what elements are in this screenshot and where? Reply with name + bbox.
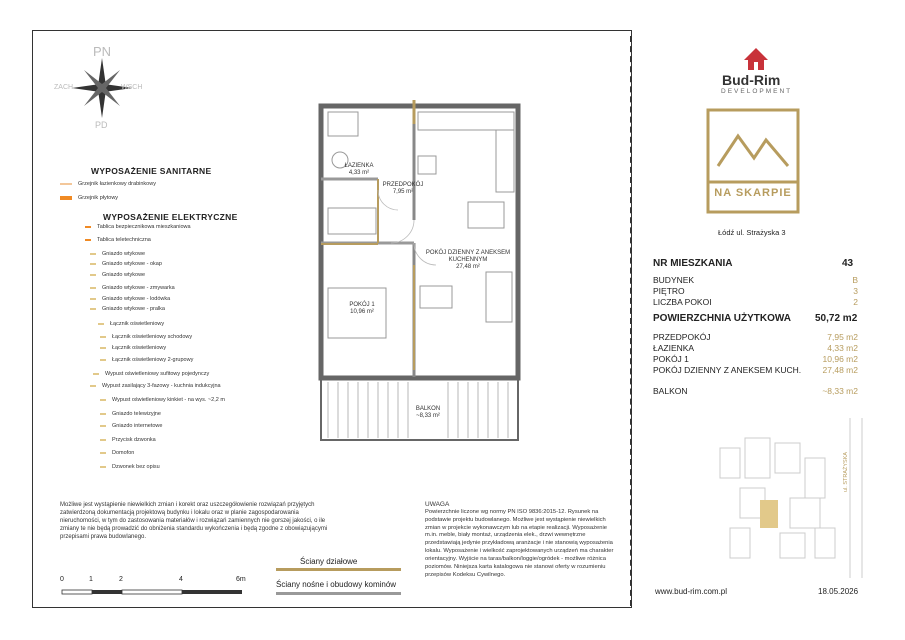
electric-legend-title: WYPOSAŻENIE ELEKTRYCZNE bbox=[103, 212, 238, 222]
scale-label: 2 bbox=[119, 576, 123, 583]
legend-item: Dzwonek bez opisu bbox=[100, 464, 160, 470]
scale-label: 4 bbox=[179, 576, 183, 583]
legend-item: Gniazdo internetowe bbox=[100, 423, 162, 429]
site-plan-building-highlight bbox=[760, 500, 778, 528]
brand-name: Bud-Rim bbox=[722, 72, 781, 88]
structural-walls-swatch bbox=[276, 592, 401, 595]
website-link[interactable]: www.bud-rim.com.pl bbox=[655, 587, 728, 596]
sanitary-legend-title: WYPOSAŻENIE SANITARNE bbox=[91, 166, 212, 176]
room-label-pokoj-dzienny: POKÓJ DZIENNY Z ANEKSEM KUCHENNYM 27,48 m² bbox=[425, 250, 511, 271]
legend-item: Tablica teletechniczna bbox=[85, 237, 151, 243]
date: 18.05.2026 bbox=[818, 587, 859, 596]
compass-north: PN bbox=[93, 44, 112, 59]
project-name: NA SKARPIE bbox=[714, 187, 792, 199]
legend-item: Tablica bezpiecznikowa mieszkaniowa bbox=[85, 224, 191, 230]
legend-item: Gniazdo wtykowe - zmywarka bbox=[90, 285, 175, 291]
legend-item: Grzejnik łazienkowy drabinkowy bbox=[60, 181, 156, 187]
frame-dashed-edge bbox=[630, 36, 632, 606]
scale-bar bbox=[60, 588, 250, 596]
scale-label: 1 bbox=[89, 576, 93, 583]
compass-south: PD bbox=[95, 120, 108, 130]
apartment-number: 43 bbox=[842, 258, 854, 269]
legend-item: Łącznik oświetleniowy schodowy bbox=[100, 334, 192, 340]
partition-walls-swatch bbox=[276, 568, 401, 571]
compass-west: ZACH bbox=[54, 84, 74, 91]
room-label-przedpokoj: PRZEDPOKÓJ 7,95 m² bbox=[382, 182, 424, 196]
notes-right: Powierzchnie liczone wg normy PN ISO 9836:2015-12. Rysunek na podstawie projektu budowlanego. Możliwe jest wystąpienie niewielkich zmian w projekcie wykonawczym lub na etapie realizacji. Wyposażenie m.in. meble, biały montaż, urządzenia elek., drzwi wewnętrzne przedstawiają jedynie przykładową aranżacje i nie stanowią wyposażenia lokalu. Wyposażenie i wielkość zaprojektowanych urządzeń ma charakter orientacyjny. Wyjście na taras/balkon/loggie/ogródek - możliwe różnica poziomów. Niniejsza karta katalogowa nie stanowi oferty w rozumieniu przepisów Kodeksu Cywilnego. bbox=[425, 509, 614, 578]
legend-item: Przycisk dzwonka bbox=[100, 437, 156, 443]
legend-item: Grzejnik płytowy bbox=[60, 195, 118, 201]
info-room-row: ŁAZIENKA 4,33 m2 bbox=[653, 343, 858, 353]
legend-item: Gniazdo wtykowe - lodówka bbox=[90, 296, 170, 302]
legend-item: Gniazdo wtykowe bbox=[90, 251, 145, 257]
info-row: PIĘTRO 3 bbox=[653, 286, 858, 296]
address: Łódź ul. Strażyska 3 bbox=[718, 228, 786, 237]
compass-east: WSCH bbox=[121, 84, 143, 91]
room-label-pokoj1: POKÓJ 1 10,96 m² bbox=[349, 302, 375, 316]
room-label-balkon: BALKON ~8,33 m² bbox=[415, 406, 441, 420]
scale-label: 0 bbox=[60, 576, 64, 583]
site-plan bbox=[700, 418, 880, 578]
info-room-row: POKÓJ 1 10,96 m2 bbox=[653, 354, 858, 364]
apartment-number-label: NR MIESZKANIA bbox=[653, 258, 733, 269]
notes-right-title: UWAGA bbox=[425, 501, 450, 508]
notes-left: Możliwe jest wystąpienie niewielkich zmian i korekt oraz uszczegółowienie rozwiązań przyjętych zatwierdzoną dokumentacją projektową budynku i lokalu oraz w planie zagospodarowania nieruchomości, w tym do zastosowania materiałów i rozwiązań zamiennych nie gorszej jakości, o ile zmiany te nie będą prowadzić do obniżenia standardu wykończenia i będą zgodne z obowiązującymi przepisami prawa budowlanego. bbox=[60, 502, 328, 541]
legend-item: Gniazdo telewizyjne bbox=[100, 411, 161, 417]
info-room-row: PRZEDPOKÓJ 7,95 m2 bbox=[653, 332, 858, 342]
legend-item: Gniazdo wtykowe - okap bbox=[90, 261, 162, 267]
legend-item: Wypust oświetleniowy sufitowy pojedynczy bbox=[93, 371, 209, 377]
room-label-lazienka: ŁAZIENKA 4,33 m² bbox=[344, 163, 374, 177]
info-row: LICZBA POKOI 2 bbox=[653, 297, 858, 307]
info-room-row: POKÓJ DZIENNY Z ANEKSEM KUCH. 27,48 m2 bbox=[653, 365, 858, 375]
site-street: ul. STRAŻYSKA bbox=[843, 451, 849, 492]
legend-item: Gniazdo wtykowe bbox=[90, 272, 145, 278]
legend-item: Łącznik oświetleniowy 2-grupowy bbox=[100, 357, 193, 363]
info-row: BUDYNEK B bbox=[653, 275, 858, 285]
partition-walls-label: Ściany działowe bbox=[300, 557, 358, 566]
na-skarpie-logo-icon bbox=[704, 106, 802, 216]
legend-item: Domofon bbox=[100, 450, 134, 456]
legend-item: Wypust zasilający 3-fazowy - kuchnia indukcyjna bbox=[90, 383, 221, 389]
floor-plan bbox=[318, 100, 523, 445]
legend-item: Łącznik oświetleniowy bbox=[98, 321, 164, 327]
usable-area-label: POWIERZCHNIA UŻYTKOWA bbox=[653, 313, 791, 324]
structural-walls-label: Ściany nośne i obudowy kominów bbox=[276, 580, 397, 589]
usable-area-value: 50,72 m2 bbox=[815, 313, 858, 324]
legend-item: Łącznik oświetleniowy bbox=[100, 345, 166, 351]
legend-item: Gniazdo wtykowe - pralka bbox=[90, 306, 165, 312]
info-balcony-row: BALKON ~8,33 m2 bbox=[653, 386, 858, 396]
bud-rim-logo-icon bbox=[740, 42, 772, 72]
legend-item: Wypust oświetleniowy kinkiet - na wys. ~2,2 m bbox=[100, 397, 225, 403]
brand-sub: DEVELOPMENT bbox=[721, 88, 793, 95]
scale-label: 6m bbox=[236, 576, 246, 583]
